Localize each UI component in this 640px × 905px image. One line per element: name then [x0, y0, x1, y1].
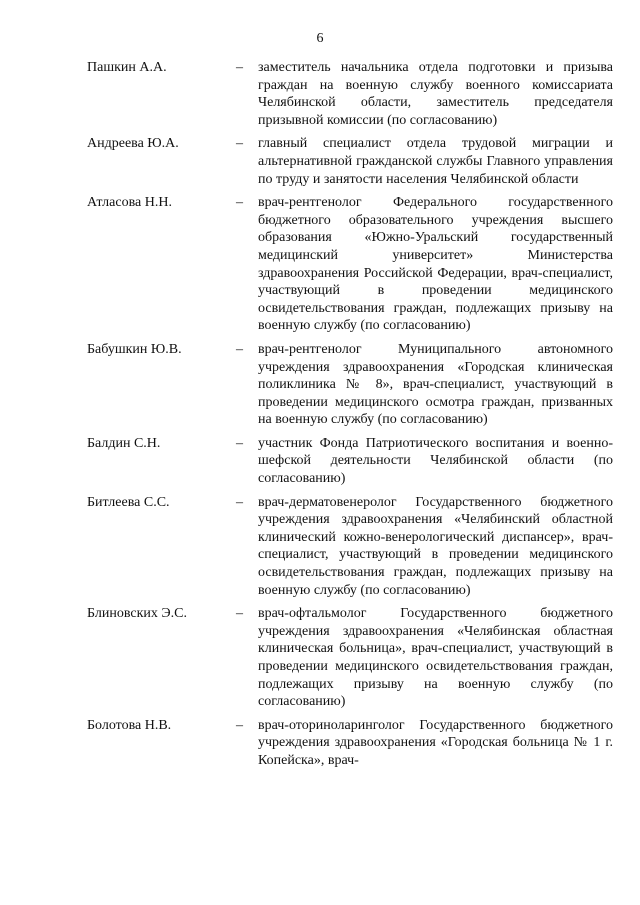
member-position: врач-дерматовенеролог Государственного бюджетного учреждения здравоохранения «Челябинский областной клинический кожно-венерологический диспансер», врач-специалист, участвующий в проведении медицинского освидетельствования граждан, подлежащих призыву на военную службу (по согласованию) — [258, 494, 613, 598]
member-name: Балдин С.Н. — [87, 435, 161, 451]
member-name: Атласова Н.Н. — [87, 195, 172, 211]
dash-separator: – — [236, 341, 243, 357]
member-name: Битлеева С.С. — [87, 494, 170, 510]
list-item — [0, 605, 640, 711]
page-number: 6 — [316, 31, 324, 46]
member-position: врач-рентгенолог Федерального государственного бюджетного образовательного учреждения высшего образования «Южно-Уральский государственный медицинский университет» Министерства здравоохранения Российской Федерации, врач-специалист, участвующий в проведении медицинского освидетельствования граждан, подлежащих призыву на военную службу (по согласованию) — [258, 195, 613, 334]
dash-separator: – — [236, 60, 243, 75]
dash-separator: – — [236, 195, 243, 211]
list-item — [0, 59, 640, 129]
dash-separator: – — [236, 136, 243, 152]
member-name: Болотова Н.В. — [87, 717, 172, 733]
member-position: главный специалист отдела трудовой миграции и альтернативной гражданской службы Главного управления по труду и занятости населения Челябинской области — [258, 136, 613, 187]
member-position: заместитель начальника отдела подготовки и призыва граждан на военную службу военного комиссариата Челябинской области, заместитель председателя призывной комиссии (по согласованию) — [258, 60, 613, 128]
dash-separator: – — [236, 606, 243, 622]
list-item — [0, 435, 640, 488]
member-position: участник Фонда Патриотического воспитания и военно-шефской деятельности Челябинской области (по согласованию) — [258, 435, 613, 487]
list-item — [0, 194, 640, 335]
list-item — [0, 341, 640, 429]
member-position: врач-рентгенолог Муниципального автономного учреждения здравоохранения «Городская клиническая поликлиника № 8», врач-специалист, участвующий в проведении медицинского осмотра граждан, призванных на военную службу (по согласованию) — [258, 341, 613, 428]
member-name: Пашкин А.А. — [87, 60, 167, 75]
member-name: Блиновских Э.С. — [87, 606, 187, 622]
member-name: Бабушкин Ю.В. — [87, 341, 182, 357]
member-position: врач-оториноларинголог Государственного бюджетного учреждения здравоохранения «Городская больница № 1 г. Копейска», врач- — [258, 717, 613, 768]
list-item — [0, 717, 640, 770]
list-item — [0, 494, 640, 600]
dash-separator: – — [236, 717, 243, 733]
commission-members-list — [0, 59, 640, 776]
list-item — [0, 135, 640, 188]
member-position: врач-офтальмолог Государственного бюджетного учреждения здравоохранения «Челябинская областная клиническая больница», врач-специалист, участвующий в проведении медицинского освидетельствования граждан, подлежащих призыву на военную службу (по согласованию) — [258, 606, 613, 710]
dash-separator: – — [236, 435, 243, 451]
dash-separator: – — [236, 494, 243, 510]
member-name: Андреева Ю.А. — [87, 136, 179, 152]
